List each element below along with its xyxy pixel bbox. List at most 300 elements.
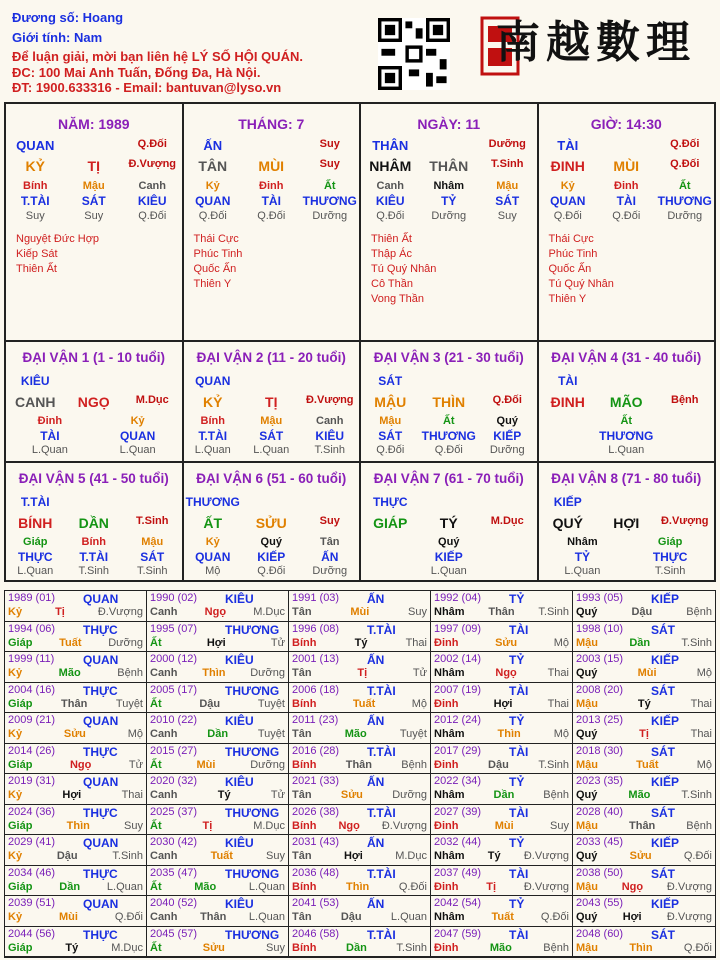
dai-van-phase: Q.Đối — [257, 565, 286, 577]
year-god: THỰC — [83, 622, 118, 637]
year-detail-row — [292, 637, 427, 649]
year-phase: Thai — [690, 728, 712, 740]
four-pillars — [4, 102, 716, 342]
spacer — [656, 374, 714, 388]
year-phase: Tuyệt — [115, 697, 143, 710]
pillar-stem: NHÂM — [369, 158, 412, 174]
year-phase: M.Dục — [253, 819, 285, 832]
year-label: 2017 (29) — [434, 744, 482, 757]
pillar-hidden-god-row — [361, 194, 537, 208]
pillar-hidden-phase-row — [361, 210, 537, 222]
pillar-hidden: Kỷ — [205, 180, 220, 192]
pillar-god: QUAN — [16, 138, 55, 153]
year-detail-row — [8, 606, 143, 618]
year-stem: Đinh — [434, 636, 459, 649]
dai-van-hidden-god: THỰC — [652, 550, 688, 564]
dai-van-title: ĐẠI VẬN 2 (11 - 20 tuổi) — [196, 350, 346, 365]
year-stem: Nhâm — [434, 789, 465, 801]
spacer — [420, 374, 478, 388]
year-cell — [5, 805, 147, 836]
year-branch: Mão — [58, 667, 81, 679]
year-phase: Dưỡng — [392, 789, 427, 801]
year-stem: Kỷ — [8, 667, 23, 679]
dai-van-stem: Q.Đối — [492, 394, 522, 406]
dai-van-hidden: Ất — [620, 415, 633, 427]
year-stem: Ất — [150, 941, 162, 954]
dai-van-god-row — [539, 374, 715, 388]
dai-van-hidden-god-row — [6, 429, 182, 443]
year-detail-row — [434, 942, 569, 954]
year-stem: Kỷ — [8, 606, 23, 618]
year-stem: Giáp — [8, 819, 33, 832]
year-cell — [5, 896, 147, 927]
year-phase: T.Sinh — [538, 758, 569, 771]
dai-van-stem: Đ.Vượng — [660, 515, 709, 527]
year-god: KIÊU — [225, 836, 254, 850]
dai-van-6 — [184, 463, 362, 582]
dai-van-phase: L.Quan — [608, 444, 645, 456]
year-detail-row — [576, 637, 712, 649]
pillar-hidden-god: TÀI — [261, 194, 281, 208]
year-label: 2023 (35) — [576, 775, 624, 787]
year-god: THỰC — [83, 744, 118, 759]
year-god: KIẾP — [651, 714, 680, 728]
year-cell — [147, 591, 289, 622]
year-stem: Tân — [292, 606, 312, 618]
year-cell — [431, 622, 573, 653]
year-god: QUAN — [83, 775, 119, 789]
pillar-hidden-god: T.TÀI — [20, 194, 50, 208]
year-branch: Tý — [354, 636, 368, 649]
pillar-hidden-god: THƯƠNG — [302, 194, 357, 208]
year-god: KIÊU — [225, 592, 254, 606]
year-god: QUAN — [83, 653, 119, 667]
year-detail-row — [150, 698, 285, 710]
star-label: Thiên Y — [548, 293, 587, 305]
star-label: Thiên Ất — [16, 263, 57, 275]
dai-van-hidden-god: T.TÀI — [79, 550, 109, 564]
year-cell — [573, 683, 715, 714]
year-god: ẤN — [367, 592, 385, 606]
year-cell — [573, 896, 715, 927]
dai-van-phase: T.Sinh — [78, 565, 110, 577]
year-label: 2033 (45) — [576, 836, 624, 848]
year-label: 2028 (40) — [576, 805, 624, 818]
pillar-hidden-phase: Q.Đối — [553, 210, 582, 222]
dai-van-phase: L.Quan — [17, 565, 54, 577]
year-branch: Tị — [639, 728, 649, 740]
year-god: ẤN — [367, 653, 385, 667]
dai-van-stem: QUÝ — [552, 515, 583, 531]
year-branch: Tị — [486, 880, 497, 893]
year-stem: Mậu — [576, 636, 598, 649]
year-stem: Canh — [150, 850, 178, 862]
year-detail-row — [8, 789, 143, 801]
year-phase: Dưỡng — [250, 758, 285, 771]
annual-luck-table — [4, 590, 716, 958]
dai-van-god-row — [6, 495, 182, 509]
qr-code-icon — [378, 18, 450, 90]
year-branch: Dần — [207, 728, 229, 740]
year-branch: Thìn — [66, 819, 90, 832]
year-stem: Mậu — [576, 819, 598, 832]
year-branch: Dần — [493, 789, 515, 801]
dai-van-stem: TÝ — [439, 515, 458, 531]
year-god: QUAN — [83, 836, 119, 850]
year-stem: Canh — [150, 789, 178, 801]
dai-van-7 — [361, 463, 539, 582]
year-label: 1989 (01) — [8, 592, 56, 604]
year-branch: Thân — [488, 606, 515, 618]
year-stem: Canh — [150, 606, 178, 618]
year-god: THƯƠNG — [225, 805, 280, 820]
pillar-hidden-god: KIÊU — [375, 194, 405, 208]
year-label: 2016 (28) — [292, 744, 340, 757]
star-label: Tú Quý Nhân — [371, 263, 437, 275]
year-branch: Mùi — [350, 606, 370, 618]
year-god: THƯƠNG — [225, 622, 280, 637]
dai-van-hidden: Mậu — [379, 415, 402, 427]
dai-van-hidden-god: THƯƠNG — [421, 429, 476, 443]
star-label: Tú Quý Nhân — [548, 278, 614, 290]
year-detail-row — [150, 881, 285, 893]
year-phase: Thai — [405, 636, 427, 649]
year-phase: T.Sinh — [681, 789, 712, 801]
year-label: 2013 (25) — [576, 714, 624, 726]
year-god: SÁT — [651, 805, 675, 820]
spacer — [65, 374, 123, 388]
pillar-hidden: Canh — [138, 180, 166, 192]
spacer — [478, 374, 536, 388]
year-detail-row — [150, 820, 285, 832]
dai-van-hidden-god: T.TÀI — [198, 429, 228, 443]
star-label: Phúc Tinh — [548, 248, 598, 260]
year-detail-row — [292, 667, 427, 679]
year-god: T.TÀI — [367, 927, 396, 942]
year-god: KIÊU — [225, 897, 254, 911]
dai-van-hidden: Bính — [200, 415, 225, 427]
year-phase: Q.Đối — [540, 911, 569, 923]
year-detail-row — [8, 728, 143, 740]
pillar-hidden-row — [184, 180, 360, 192]
dai-van-stem: HỢI — [613, 515, 640, 531]
pillar-hidden-phase: Q.Đối — [612, 210, 641, 222]
year-detail-row — [292, 759, 427, 771]
address: ĐC: 100 Mai Anh Tuấn, Đống Đa, Hà Nội. — [12, 65, 261, 80]
dai-van-4 — [539, 342, 715, 461]
year-label: 2036 (48) — [292, 866, 340, 879]
year-phase: Thai — [121, 789, 143, 801]
year-label: 2010 (22) — [150, 714, 198, 726]
year-god: THƯƠNG — [225, 744, 280, 759]
dai-van-hidden: Kỷ — [130, 415, 145, 427]
dai-van-hidden-god: TÀI — [40, 429, 60, 443]
year-label: 2043 (55) — [576, 897, 624, 909]
pillar-stem-row — [539, 158, 715, 174]
year-cell — [573, 652, 715, 683]
pillar-hidden-row — [361, 180, 537, 192]
year-phase: Dưỡng — [250, 667, 285, 679]
year-cell — [573, 713, 715, 744]
dai-van-hidden-row — [6, 415, 182, 427]
year-stem: Giáp — [8, 880, 33, 893]
year-label: 2008 (20) — [576, 683, 624, 696]
dai-van-stem-row — [184, 394, 360, 410]
year-branch: Sửu — [629, 850, 652, 862]
year-branch: Thìn — [497, 728, 521, 740]
year-cell — [431, 652, 573, 683]
year-phase: T.Sinh — [112, 850, 143, 862]
dai-van-hidden-god: KIẾP — [493, 429, 522, 443]
year-detail-row — [8, 667, 143, 679]
year-stem: Nhâm — [434, 850, 465, 862]
year-phase: M.Dục — [395, 850, 427, 862]
dai-van-title: ĐẠI VẬN 7 (61 - 70 tuổi) — [373, 471, 524, 486]
year-label: 2018 (30) — [576, 744, 624, 757]
spacer — [420, 495, 478, 509]
year-god: SÁT — [651, 622, 675, 637]
year-phase: Đ.Vượng — [666, 911, 712, 923]
year-stem: Giáp — [8, 758, 33, 771]
year-detail-row — [150, 850, 285, 862]
dai-van-hidden: Tân — [319, 536, 340, 548]
year-phase: Đ.Vượng — [381, 819, 427, 832]
year-branch: Dậu — [488, 758, 509, 771]
year-detail-row — [292, 698, 427, 710]
dai-van-hidden-god: SÁT — [378, 429, 403, 443]
year-god: TÀI — [509, 683, 529, 698]
dai-van-god-row — [184, 374, 360, 388]
year-cell — [147, 683, 289, 714]
year-branch: Hợi — [622, 911, 642, 923]
dai-van-phase: T.Sinh — [654, 565, 686, 577]
dai-van-phase: L.Quan — [564, 565, 601, 577]
pillar-god: ẤN — [203, 138, 223, 153]
year-phase: Tử — [412, 667, 427, 679]
dai-van-stem: DẦN — [78, 515, 109, 531]
year-phase: Thai — [547, 697, 569, 710]
star-label: Cô Thần — [371, 278, 413, 290]
year-phase: T.Sinh — [538, 606, 569, 618]
year-detail-row — [434, 667, 569, 679]
year-label: 2007 (19) — [434, 683, 482, 696]
year-cell — [573, 927, 715, 958]
year-detail-row — [576, 850, 712, 862]
year-branch: Mùi — [58, 911, 78, 923]
spacer — [242, 495, 300, 509]
year-stem: Tân — [292, 728, 312, 740]
dai-van-2 — [184, 342, 362, 461]
dai-van-god: THỰC — [372, 495, 408, 509]
year-label: 2009 (21) — [8, 714, 56, 726]
year-god: THỰC — [83, 683, 118, 698]
year-branch: Tị — [357, 667, 368, 679]
dai-van-phase-row — [539, 565, 715, 577]
dai-van-title: ĐẠI VẬN 8 (71 - 80 tuổi) — [551, 471, 702, 486]
year-label: 1998 (10) — [576, 622, 624, 635]
year-cell — [5, 866, 147, 897]
year-phase: Q.Đối — [398, 880, 427, 893]
year-label: 2032 (44) — [434, 836, 482, 848]
pillar-stem: Đ.Vượng — [128, 158, 177, 170]
dai-van-phase: Dưỡng — [312, 565, 348, 577]
year-god: KIẾP — [651, 653, 680, 667]
dai-van-hidden-god-row — [361, 550, 537, 564]
dai-van-1 — [6, 342, 184, 461]
year-stem: Bính — [292, 819, 317, 832]
year-label: 2020 (32) — [150, 775, 198, 787]
year-detail-row — [434, 728, 569, 740]
dai-van-hidden-row — [184, 415, 360, 427]
year-phase: L.Quan — [390, 911, 427, 923]
year-detail-row — [150, 728, 285, 740]
year-god: THỰC — [83, 927, 118, 942]
year-label: 1996 (08) — [292, 622, 340, 635]
year-stem: Nhâm — [434, 667, 465, 679]
year-phase: Tử — [128, 758, 143, 771]
year-detail-row — [292, 850, 427, 862]
year-detail-row — [8, 850, 143, 862]
year-phase: L.Quan — [106, 880, 143, 893]
year-phase: Bệnh — [686, 819, 712, 832]
year-phase: Mộ — [696, 667, 712, 679]
dai-van-god: TÀI — [558, 374, 578, 388]
year-detail-row — [576, 606, 712, 618]
year-detail-row — [292, 942, 427, 954]
year-god: KIẾP — [651, 836, 680, 850]
year-label: 2021 (33) — [292, 775, 340, 787]
dai-van-stem: MÃO — [609, 394, 643, 410]
pillar-hidden-god: TỶ — [441, 194, 457, 208]
dai-van-stem: T.Sinh — [136, 515, 169, 527]
dai-van-phase: L.Quan — [194, 444, 231, 456]
year-god: KIẾP — [651, 775, 680, 789]
pillar-hidden-phase: Suy — [497, 210, 517, 222]
year-stem: Đinh — [434, 758, 459, 771]
dai-van-phase: Q.Đối — [376, 444, 405, 456]
pillar-hidden-god: TÀI — [616, 194, 636, 208]
year-god: SÁT — [651, 744, 675, 759]
year-stem: Đinh — [434, 941, 459, 954]
year-cell — [431, 744, 573, 775]
star-label: Thái Cực — [548, 233, 594, 245]
year-detail-row — [576, 820, 712, 832]
pillar-hidden-god-row — [184, 194, 360, 208]
year-branch: Mùi — [637, 667, 657, 679]
year-detail-row — [434, 911, 569, 923]
year-phase: Mộ — [127, 728, 143, 740]
dai-van-stem: NGỌ — [77, 394, 110, 410]
year-label: 2015 (27) — [150, 744, 198, 757]
pillar-hour — [539, 104, 715, 340]
dai-van-hidden: Canh — [316, 415, 344, 427]
dai-van-hidden-god: SÁT — [140, 550, 165, 564]
pillar-hidden: Mậu — [496, 180, 519, 192]
dai-van-phase-row — [361, 565, 537, 577]
year-phase: Mộ — [411, 697, 427, 710]
year-cell — [573, 744, 715, 775]
year-label: 2005 (17) — [150, 683, 198, 696]
year-detail-row — [434, 606, 569, 618]
year-phase: M.Dục — [253, 606, 285, 618]
year-phase: Q.Đối — [683, 941, 712, 954]
year-detail-row — [434, 698, 569, 710]
year-cell — [289, 896, 431, 927]
year-label: 2048 (60) — [576, 927, 624, 940]
year-detail-row — [292, 789, 427, 801]
year-label: 2027 (39) — [434, 805, 482, 818]
year-phase: T.Sinh — [396, 941, 427, 954]
year-god: TÀI — [509, 805, 529, 820]
year-phase: Suy — [408, 606, 427, 618]
year-phase: Suy — [266, 941, 285, 954]
year-stem: Kỷ — [8, 789, 23, 801]
year-stem: Giáp — [8, 697, 33, 710]
year-phase: Thai — [547, 667, 569, 679]
year-label: 2022 (34) — [434, 775, 482, 787]
year-god: KIẾP — [651, 592, 680, 606]
year-label: 2014 (26) — [8, 744, 56, 757]
year-label: 2046 (58) — [292, 927, 340, 940]
year-branch: Dần — [629, 636, 651, 649]
pillar-phase: Dưỡng — [488, 138, 526, 150]
year-stem: Mậu — [576, 697, 598, 710]
dai-van-stem: Suy — [319, 515, 340, 527]
year-stem: Bính — [292, 941, 317, 954]
pillar-hidden-god: THƯƠNG — [657, 194, 712, 208]
year-cell — [289, 713, 431, 744]
pillar-hidden: Ất — [678, 180, 691, 192]
pillar-hidden-phase-row — [539, 210, 715, 222]
dai-van-hidden: Bính — [81, 536, 106, 548]
year-detail-row — [150, 667, 285, 679]
year-branch: Tý — [637, 697, 651, 710]
year-stem: Giáp — [8, 941, 33, 954]
year-detail-row — [576, 942, 712, 954]
year-detail-row — [8, 911, 143, 923]
dai-van-god-row — [361, 495, 537, 509]
year-stem: Kỷ — [8, 911, 23, 923]
spacer — [242, 138, 300, 153]
year-label: 2044 (56) — [8, 927, 56, 940]
dai-van-hidden-god: THƯƠNG — [599, 429, 654, 443]
year-stem: Canh — [150, 667, 178, 679]
year-stem: Quý — [576, 606, 598, 618]
year-phase: Tuyệt — [399, 728, 427, 740]
year-detail-row — [576, 911, 712, 923]
year-label: 2040 (52) — [150, 897, 198, 909]
dai-van-hidden-god: KIẾP — [434, 550, 463, 564]
year-cell — [289, 683, 431, 714]
year-cell — [5, 835, 147, 866]
year-god: SÁT — [651, 683, 675, 698]
dai-van-stem-row — [361, 394, 537, 410]
dai-van-stem: ẤT — [203, 515, 223, 531]
pillar-title: NĂM: 1989 — [57, 116, 130, 132]
year-detail-row — [434, 881, 569, 893]
spacer — [478, 495, 536, 509]
year-cell — [289, 591, 431, 622]
year-branch: Tuất — [491, 911, 514, 923]
year-phase: Suy — [124, 819, 143, 832]
year-stem: Quý — [576, 667, 598, 679]
year-branch: Dần — [346, 941, 367, 954]
year-cell — [431, 774, 573, 805]
year-label: 2035 (47) — [150, 866, 198, 879]
year-stem: Đinh — [434, 819, 459, 832]
year-label: 2029 (41) — [8, 836, 56, 848]
year-label: 1997 (09) — [434, 622, 482, 635]
